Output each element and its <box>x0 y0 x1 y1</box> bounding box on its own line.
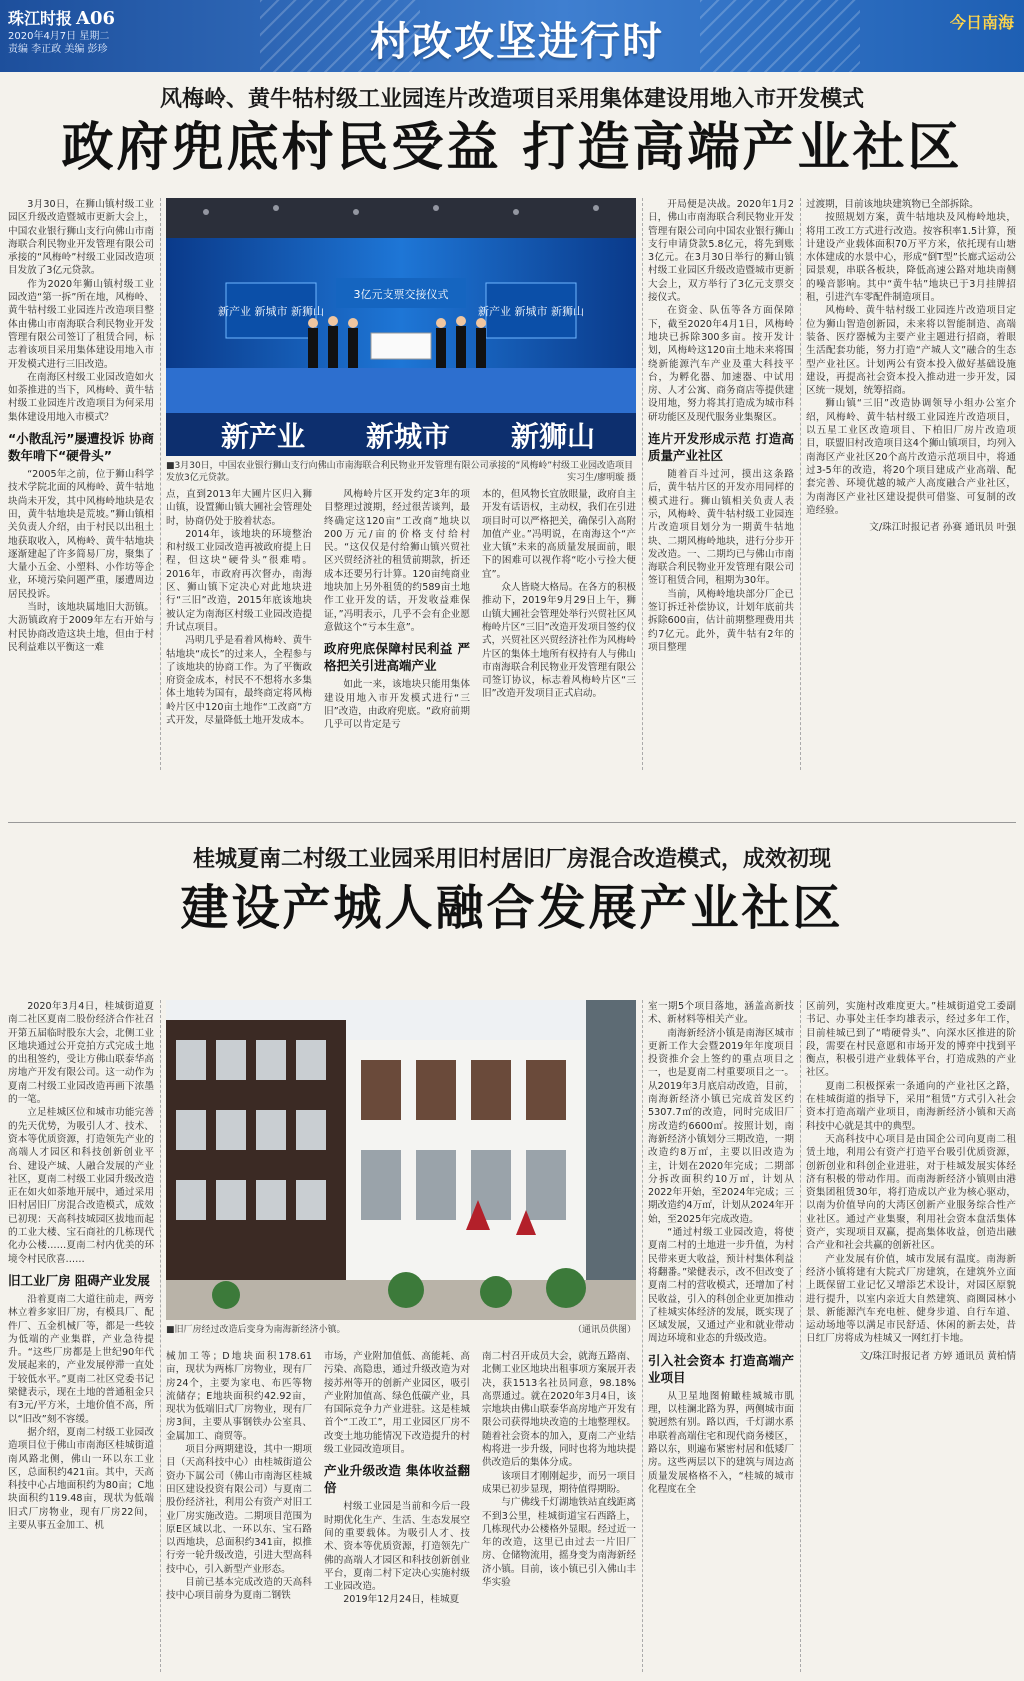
paragraph: 天高科技中心项目是由国企公司向夏南二租赁土地，利用公有资产打造平台吸引优质资源，创新创业和科创企业进驻，对于桂城发展实体经济有积极的带动作用。而南海新经济小镇则由港资集团租赁30年，将打造成以产业为核心驱动，以南为价值导向的大湾区创新产业服务综合性产业社区。通过产业集聚，利用社会资本盘活集体资产，实现项目双赢，提高集体收益，创造出融合产业和社会共赢的创新社区。 <box>806 1133 1016 1252</box>
page-banner <box>0 0 1024 72</box>
article1-subheadline: 风梅岭、黄牛牯村级工业园连片改造项目采用集体建设用地入市开发模式 <box>159 87 864 112</box>
slogan-word: 新狮山 <box>511 420 596 453</box>
section-heading: “小散乱污”屡遭投诉 协商数年啃下“硬骨头” <box>8 431 154 464</box>
article-divider <box>8 822 1016 823</box>
paragraph: 当时，该地块属地旧大沥镇。大沥镇政府于2009年左右开始与村民协商改造这块土地，但由于村民利益难以平衡这一难 <box>8 602 154 653</box>
paragraph: 械加工等；D地块面积178.61亩，现状为两栋厂房物业，现有厂房24个，主要为家电、布匹等物流储存；E地块面积约42.92亩，现状为低端旧式厂房物业，现有厂房3间，主要从事钢铁办公室具、金属加工、商贸等。 <box>166 1351 312 1442</box>
article2-photo-caption <box>166 1324 636 1336</box>
column-separator <box>160 1000 161 1672</box>
paragraph: 夏南二积极探索一条通向的产业社区之路，在桂城街道的指导下，采用“租赁”方式引入社会资本打造高端产业项目，南海新经济小镇和天高科技中心就是其中的典型。 <box>806 1080 1016 1132</box>
paragraph: 项目分两期建设，其中一期项目（天高科技中心）由桂城街道公资办下属公司（佛山市南海区桂城田区建设投资有限公司）与夏南二股份经济社，利用公有资产对旧工业厂房实施改造。二期项目范围为原E区域以北、一环以东、宝石路以西地块，总面积约341亩，拟推行旁一轮升级改造，引进大型高科技中心，引入新型产业形态。 <box>166 1444 312 1575</box>
article1-column-3 <box>324 488 470 770</box>
paragraph: 冯明几乎是看着风梅岭、黄牛牯地块“成长”的过来人，全程参与了该地块的协商工作。为了平衡政府资金成本，村民不不想将水多集体土地转为国有，最终商定将风梅岭片区中120亩土地作“工改商”方式开发，尽量降低土地开发成本。 <box>166 635 312 727</box>
paragraph: 在资金、队伍等各方面保障下，截至2020年4月1日，风梅岭地块已拆除300多亩。按开发计划，风梅岭这120亩土地未来将围绕新能源汽车产业及重大科技平台，为孵化器、加速器、中试用房、人才公寓、商务商店等提供建设用地，努力将其打造成为城市科研功能区及现代服务业集聚区。 <box>648 305 794 423</box>
paragraph: 开局便是决战。2020年1月2日，佛山市南海联合利民物业开发管理有限公司向中国农业银行狮山支行申请贷款5.8亿元，将先到账3亿元。在3月30日举行的狮山镇村级工业园区升级改造暨城市更新大会上，双方举行了3亿元支票交接仪式。 <box>648 199 794 304</box>
paragraph: 南海新经济小镇是南海区城市更新工作大会暨2019年年度项目投资推介会上签约的重点项目之一，也是夏南二村重要项目之一。从2019年3月底启动改造，目前，南海新经济小镇已完成首发区约5307.7㎡的改造，同时完成旧厂房改造约6600㎡。按照计划，南海新经济小镇划分三期改造，一期改造约8万㎡，主要以旧改造为主，计划在2020年完成；二期部分拆改面积约10万㎡，计划从2022年开始，至2024年完成；三期改造约4万㎡，计划从2024年开始，至2025年完成改造。 <box>648 1027 794 1225</box>
paragraph: 2019年12月24日，桂城夏 <box>343 1594 460 1606</box>
caption-text: ■3月30日，中国农业银行狮山支行向佛山市南海联合利民物业开发管理有限公司承接的“风梅岭”村级工业园改造项目发放3亿元贷款。 <box>166 461 634 483</box>
section-heading: 旧工业厂房 阻碍产业发展 <box>8 1272 150 1288</box>
photo-credit: （通讯员供图） <box>572 1325 636 1335</box>
event-stage-illustration <box>166 198 636 456</box>
paragraph: “2005年之前，位于狮山科学技术学院北面的风梅岭、黄牛牯地块尚未开发，其中风梅岭地块是农田，黄牛牯地块是荒坡。”狮山镇相关负责人介绍，由于村民以出租土地获取收入，风梅岭、黄牛牯地块逐渐建起了许多简易厂房，聚集了大量小五金、小塑料、小作坊等企业，环境污染问题严重，屡遭周边居民投诉。 <box>8 469 154 600</box>
paragraph: 2014年，该地块的环境整治和村级工业园改造再被政府提上日程，但这块“硬骨头”很难啃。2016年，市政府再次督办，南海区、狮山镇下定决心对此地块进行“三旧”改造，2015年底该地块被认定为南海区村级工业园改造提升试点项目。 <box>166 528 312 633</box>
article1-column-5 <box>806 198 1016 770</box>
issue-date: 2020年4月7日 星期二 <box>8 31 110 42</box>
paragraph: 目前已基本完成改造的天高科技中心项目前身为夏南二钢铁 <box>166 1577 312 1602</box>
paragraph: 产业发展有价值，城市发展有温度。南海新经济小镇将建有大院式厂房建筑，在建筑外立面上既保留工业记忆又增添艺术设计，对园区原貌进行提升，以室内亲近大自然建筑、商圈园林小景、新能源汽车充电桩、健身步道、自行车道、运动场地等以满足市民舒适、休闲的新去处，昔日红厂房将成为桂城又一网红打卡地。 <box>806 1253 1016 1345</box>
paragraph: 沿着夏南二大道往前走，两旁林立着多家旧厂房，有模具厂、配件厂、五金机械厂等，都是一些较为低端的产业集群，产业急待提升。“这些厂房都是上世纪90年代发展起来的，产业发展停滞一直处于较低水平。”夏南二社区党委书记梁健表示，现在土地的普通租金只有3元/平方米，土地价值不高，所以“旧改”刻不容缓。 <box>8 1293 154 1425</box>
article2-subheadline: 桂城夏南二村级工业园采用旧村居旧厂房混合改造模式，成效初现 <box>192 847 831 872</box>
paragraph: 村级工业园是当前和今后一段时期优化生产、生活、生态发展空间的重要载体。为吸引人才、技术、资本等优质资源，打造领先广佛的高端人才园区和科技创新创业平台，夏南二村下定决心实施村级工业园改造。 <box>324 1501 470 1593</box>
editors: 责编 李正政 美编 彭珍 <box>8 44 108 55</box>
column-separator <box>160 198 161 770</box>
paragraph: 室一期5个项目落地，涵盖高新技术、新材料等相关产业。 <box>648 1001 794 1026</box>
slogan-word: 新城市 <box>366 420 451 453</box>
column-separator <box>642 198 643 770</box>
caption-text: ■旧厂房经过改造后变身为南海新经济小镇。 <box>166 1325 346 1335</box>
article2-column-1 <box>8 1000 154 1672</box>
page-number: A06 <box>76 8 116 29</box>
paragraph: 作为2020年狮山镇村级工业园改造“第一拆”所在地，风梅岭、黄牛牯村级工业园连片改造项目整体由佛山市南海联合利民物业开发管理有限公司签订了租赁合同，标志着该项目采用集体建设用地入市开发模式进行三旧改造。 <box>8 278 154 370</box>
paragraph: 南二村召开成员大会，就海五路南、北侧工业区地块出租事项方案展开表决，获1513名社员同意，98.18%高票通过。就在2020年3月4日，该宗地块由佛山联泰华高房地产开发有限公司获得地块改造的土地整理权。随着社会资本的加入，夏南二产业结构将进一步升级，同时也将为地块提供改造后的集体分成。 <box>482 1351 636 1469</box>
column-separator <box>642 1000 643 1672</box>
side-screen-text: 新产业 新城市 新狮山 <box>478 305 584 318</box>
photo-credit: 实习生/廖明璇 摄 <box>567 473 636 483</box>
section-heading: 产业升级改造 集体收益翻倍 <box>324 1463 470 1496</box>
paragraph: 风梅岭片区开发约定3年的项目整理过渡期，经过很苦谈判，最终确定这120亩“工改商”地块以200万元/亩的价格支付给村民。“这仅仅是付给狮山镇兴贸社区兴贸经济社的租赁前期款，折还成本还要另行计算。120亩纯商业地块加上另外租赁的约589亩土地作工业开发的话，开发收益难保证，”冯明表示，几乎不会有企业愿意做这个“亏本生意”。 <box>324 489 470 633</box>
article2-column-3 <box>324 1350 470 1672</box>
article2-column-4 <box>648 1000 794 1672</box>
article2-column-5 <box>806 1000 1016 1672</box>
paragraph: 风梅岭、黄牛牯村级工业园连片改造项目定位为狮山智造创新园，未来将以智能制造、高端装备、医疗器械为主要产业主题进行招商，着眼生活配套功能，努力打造“产城人文”融合的生态型产业社区。计划两公有资本投入做好基础设施建设，再提高社会资本投入推动进一步开发，园区统一规划，统筹招商。 <box>806 305 1016 397</box>
article2-byline: 文/珠江时报记者 方婷 通讯员 黄柏情 <box>859 1350 1016 1362</box>
paragraph: 随着百斗过河，摸出这条路后，黄牛牯片区的开发亦用同样的模式进行。狮山镇相关负责人表示，风梅岭、黄牛牯村级工业园连片改造项目划分为一期黄牛牯地块、二期风梅岭地块，进行分步开发改造。一、二期均已与佛山市南海联合利民物业开发管理有限公司签订租赁合同，租期为30年。 <box>648 469 794 587</box>
section-heading: 引入社会资本 打造高端产业项目 <box>648 1352 794 1385</box>
paragraph: 过渡期，目前该地块建筑物已全部拆除。 <box>806 199 979 210</box>
paragraph: 在南海区村级工业园改造如火如荼推进的当下，风梅岭、黄牛牯村级工业园连片改造项目为何采用集体建设用地入市模式？ <box>8 371 154 423</box>
paragraph: 区前列，实施村改难度更大。”桂城街道党工委副书记、办事处主任李均雄表示，经过多年工作，目前桂城已到了“啃硬骨头”、向深水区推进的阶段，需要在村民意愿和市场开发的博弈中找到平衡点，积极引进产业载体平台，打造成熟的产业社区。 <box>806 1001 1016 1079</box>
banner-pattern <box>700 0 860 72</box>
section-heading: 连片开发形成示范 打造高质量产业社区 <box>648 431 794 464</box>
paragraph: 市场，产业附加值低、高能耗、高污染、高隐患，通过升级改造为对接苏州等开的创新产业园区，吸引产业附加值高、绿色低碳产业，具有国际竞争力产业进驻。这是桂城首个“工改工”，用工业园区厂房不改变土地功能情况下改造提升的村级工业园改造项目。 <box>324 1351 470 1456</box>
paragraph: 众人皆晓大格局。在各方的积极推动下，2019年9月29日上午，狮山镇大圃社会管理处举行兴贸社区风梅岭片区“三旧”改造开发项目签约仪式，兴贸社区兴贸经济社作为风梅岭片区的集体土地所有权持有人与佛山市南海联合利民物业开发管理有限公司签订协议，标志着风梅岭片区“三旧”改造开发项目正式启动。 <box>482 582 636 700</box>
section-heading: 政府兜底保障村民利益 严格把关引进高端产业 <box>324 641 470 674</box>
article1-photo <box>166 198 636 456</box>
article2-column-2 <box>166 1350 312 1672</box>
article2-column-4-lower <box>482 1350 636 1672</box>
paragraph: 立足桂城区位和城市功能完善的先天优势，为吸引人才、技术、资本等优质资源，打造领先产业的高端人才园区和科技创新创业平台、建设产城、人融合发展的产业社区，夏南二村级工业园升级改造正在如火如荼地开展中，通过采用旧村居旧厂房混合改造模式，成效已初现：天高科技城园区拔地而起的工业大楼、宝石商社的几栋现代化办公楼……夏南二村内优美的环境令村民欣喜…… <box>8 1107 154 1265</box>
paper-name: 珠江时报 <box>8 9 73 28</box>
article1-column-2 <box>166 488 312 770</box>
paragraph: 点，直到2013年大圃片区归入狮山镇，设置狮山镇大圃社会管理处时，协商仍处于胶着状态。 <box>166 489 312 527</box>
column-separator <box>800 198 801 770</box>
header-meta <box>8 30 109 56</box>
slogan-word: 新产业 <box>221 420 306 453</box>
paragraph: 当前，风梅岭地块部分厂企已签订拆迁补偿协议，计划年底前共拆除600亩，估计前期整理费用共约7亿元。此外，黄牛牯有2年的项目整理 <box>648 588 794 653</box>
article1-photo-caption <box>166 460 636 484</box>
article2-headline: 建设产城人融合发展产业社区 <box>180 880 844 936</box>
paragraph: 据介绍，夏南二村级工业园改造项目位于佛山市南海区桂城街道南风路北侧，佛山一环以东工业区，总面积约421亩。其中，天高科技中心占地面积约为80亩；C地块面积约119.48亩，现状为低端旧式厂房物业，现有厂房22间，主要从事五金加工、机 <box>8 1426 154 1531</box>
renovated-factory-illustration <box>166 1000 636 1320</box>
paragraph: “通过村级工业园改造，将使夏南二村的土地进一步升值，为村民带来更大收益，预计村集体利益将翻番。”梁健表示，改不但改变了夏南二村的营收模式，还增加了村民收益，引入的科创企业更加推动了桂城实体经济的发展，既实现了区域发展，又通过产业和就业带动周边环境和业态的升级改造。 <box>648 1227 794 1345</box>
article1-headline: 政府兜底村民受益 打造高端产业社区 <box>61 117 963 178</box>
article1-column-1 <box>8 198 154 770</box>
corner-label: 今日南海 <box>949 13 1014 32</box>
paragraph: 与广佛线千灯湖地铁站直线距离不到3公里，桂城街道宝石西路上，几栋现代办公楼格外显眼。经过近一年的改造，这里已由过去一片旧厂房、仓储物流用，摇身变为南海新经济小镇。目前，该小镇已引入佛山丰华实验 <box>482 1497 636 1589</box>
article2-photo <box>166 1000 636 1320</box>
screen-title: 3亿元支票交接仪式 <box>353 288 449 301</box>
side-screen-text: 新产业 新城市 新狮山 <box>218 305 324 318</box>
paragraph: 如此一来，该地块只能用集体建设用地入市开发模式进行“三旧”改造，由政府兜底。“政府前期几乎可以肯定是亏 <box>324 679 470 731</box>
article1-column-4-lower <box>482 488 636 770</box>
paragraph: 狮山镇“三旧”改造协调领导小组办公室介绍，风梅岭、黄牛牯村级工业园连片改造项目，以五星工业区改造项目、下柏旧厂房片改造项目，联盟旧村改造项目这4个狮山镇项目，均列入南海区产业社区20个高片改造示范项目中，将通过3-5年的改造，将20个项目建成产业高端、配套完善、环境优越的城产人高度融合产业社区，为南海区产业社区建设提供可借鉴、可复制的改造经验。 <box>806 398 1016 516</box>
masthead <box>8 6 115 29</box>
paragraph: 3月30日，在狮山镇村级工业园区升级改造暨城市更新大会上，中国农业银行狮山支行向佛山市南海联合利民物业开发管理有限公司承接的“风梅岭”村级工业园改造项目发放了3亿元贷款。 <box>8 199 154 277</box>
article1-byline: 文/珠江时报记者 孙赛 通讯员 叶强 <box>869 522 1016 534</box>
article1-column-4 <box>648 198 794 770</box>
paragraph: 本的，但风物长宜放眼量，政府自主开发有话语权，主动权，我们在引进项目时可以严格把关，确保引入高附加值产业。”冯明说，在南海这个“产业大镇”未来的高质量发展面前，眼下的困难可以视作将“吃小亏捡大便宜”。 <box>482 489 636 580</box>
paragraph: 2020年3月4日，桂城街道夏南二社区夏南二股份经济合作社召开第五届临时股东大会，北侧工业区地块通过公开竞拍方式完成土地的出租签约，受让方佛山联泰华高房地产开发有限公司。这一动作为夏南二村级工业园改造再画下浓墨的一笔。 <box>8 1001 154 1106</box>
paragraph: 该项目才刚刚起步，而另一项目成果已初步显现，期待值得期盼。 <box>482 1470 636 1495</box>
paragraph: 从卫星地图俯瞰桂城城市肌理，以桂澜北路为界，两侧城市面貌迥然有别。路以西，千灯湖水系串联着高端住宅和现代商务楼区，路以东，则遍布紧密村居和低矮厂房。这些两层以下的建筑与周边高质量发展格格不入，“桂城的城市化程度在全 <box>648 1390 794 1495</box>
paragraph: 按照规划方案，黄牛牯地块及风梅岭地块，将用工改工方式进行改造。按容积率1.5计算，预计建设产业载体面积70万平方米，依托现有山塘水体建成的水景中心，形成“倒T型”长廊式运动公园景观，串联各板块，降低高速公路对地块南侧的噪音影响。其中“黄牛牯”地块已于3月挂牌招租，引进汽车零配件制造项目。 <box>806 212 1016 304</box>
column-separator <box>800 1000 801 1672</box>
section-title: 村改攻坚进行时 <box>370 18 664 65</box>
